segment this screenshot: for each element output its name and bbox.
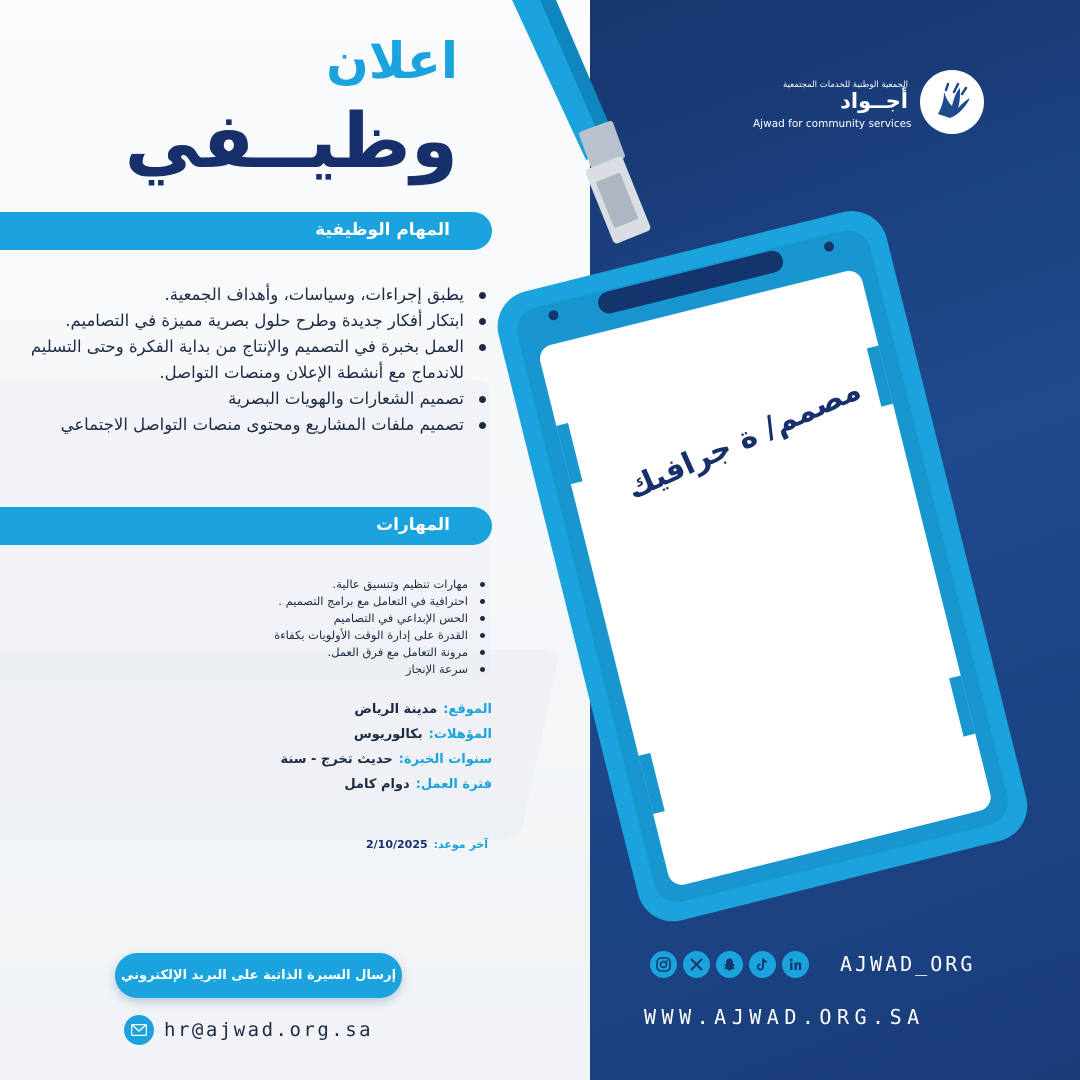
badge-holder: [490, 203, 1035, 929]
detail-value: حديث تخرج - سنة: [280, 752, 393, 767]
headline-announcement: اعلان: [326, 32, 458, 90]
detail-value: دوام كامل: [344, 777, 410, 792]
org-name-ar-small: الجمعية الوطنية للخدمات المجتمعية: [782, 80, 908, 90]
detail-label: المؤهلات:: [428, 727, 492, 742]
list-item: سرعة الإنجاز: [68, 661, 488, 678]
list-item: تصميم الشعارات والهويات البصرية: [18, 386, 488, 412]
social-handle: AJWAD_ORG: [840, 952, 976, 976]
org-name-ar: أجــواد: [840, 89, 908, 113]
tasks-section-title: المهام الوظيفية: [315, 220, 450, 240]
detail-label: فترة العمل:: [415, 777, 492, 792]
send-cv-button[interactable]: إرسال السيرة الذاتية على البريد الإلكتروني: [115, 953, 402, 998]
list-item: القدرة على إدارة الوقت الأولويات بكفاءة: [68, 627, 488, 644]
deadline-value: 2/10/2025: [366, 838, 428, 851]
tiktok-icon[interactable]: [749, 951, 776, 978]
detail-label: الموقع:: [443, 702, 492, 717]
badge-card: [537, 268, 994, 888]
deadline-label: آخر موعد:: [433, 838, 488, 851]
badge-job-title: مصمم/ ة جرافيك: [622, 372, 867, 507]
social-icons: [650, 951, 809, 978]
org-name-en: Ajwad for community services: [753, 118, 912, 130]
detail-value: بكالوريوس: [353, 727, 423, 742]
list-item: احترافية في التعامل مع برامج التصميم .: [68, 593, 488, 610]
list-item: العمل بخبرة في التصميم والإنتاج من بداية الفكرة وحتى التسليم للاندماج مع أنشطة الإعلان ومنصات التواصل.: [18, 334, 488, 386]
list-item: ابتكار أفكار جديدة وطرح حلول بصرية مميزة في التصاميم.: [18, 308, 488, 334]
skills-section-title: المهارات: [376, 515, 450, 535]
list-item: الحس الإبداعي في التصاميم: [68, 610, 488, 627]
headline-job: وظيــفي: [124, 96, 458, 185]
list-item: يطبق إجراءات، وسياسات، وأهداف الجمعية.: [18, 282, 488, 308]
website-link[interactable]: WWW.AJWAD.ORG.SA: [644, 1005, 925, 1029]
instagram-icon[interactable]: [650, 951, 677, 978]
list-item: مرونة التعامل مع فرق العمل.: [68, 644, 488, 661]
linkedin-icon[interactable]: [782, 951, 809, 978]
snapchat-icon[interactable]: [716, 951, 743, 978]
list-item: تصميم ملفات المشاريع ومحتوى منصات التواصل الاجتماعي: [18, 412, 488, 438]
detail-label: سنوات الخبرة:: [398, 752, 492, 767]
email-link[interactable]: hr@ajwad.org.sa: [164, 1019, 374, 1041]
detail-value: مدينة الرياض: [354, 702, 438, 717]
x-icon[interactable]: [683, 951, 710, 978]
list-item: مهارات تنظيم وتنسيق عالية.: [68, 576, 488, 593]
